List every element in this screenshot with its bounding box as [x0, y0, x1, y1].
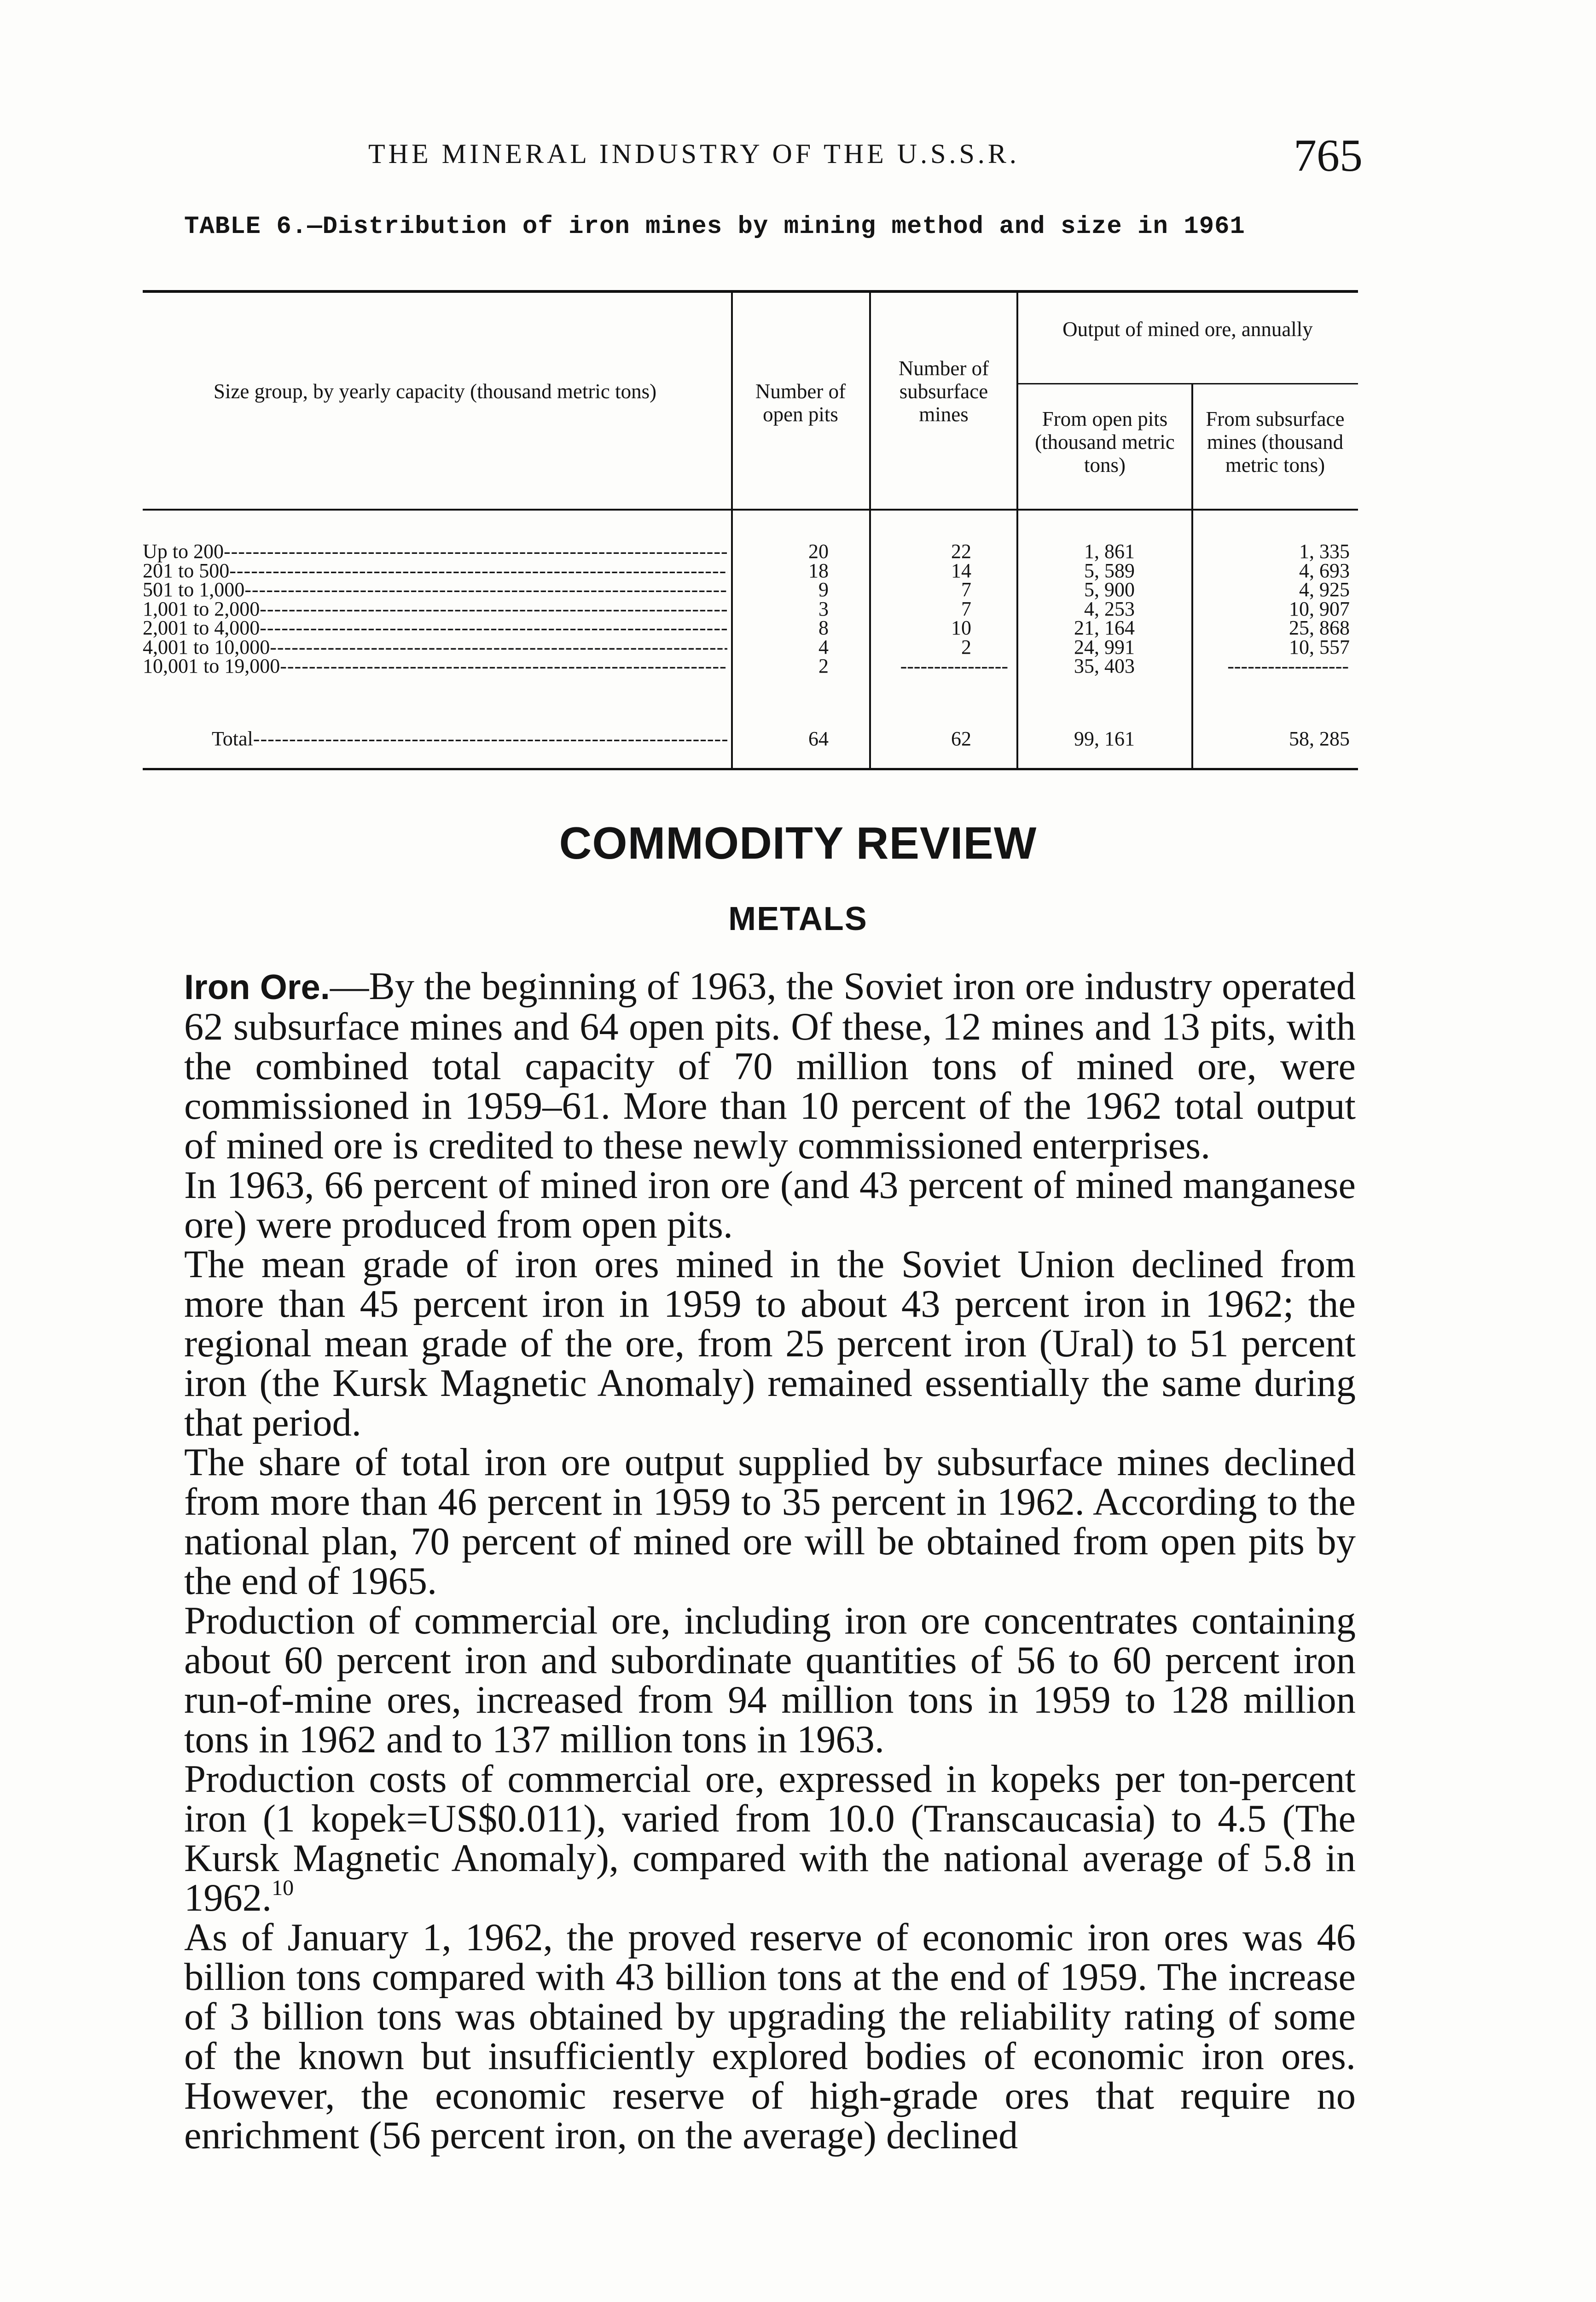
total-from-sub: 58, 285	[1289, 727, 1350, 750]
section-heading: COMMODITY REVIEW	[559, 818, 1037, 868]
cell-from-open: 1, 861	[1084, 540, 1135, 563]
cell-open-pits: 8	[818, 616, 829, 639]
header-output-group: Output of mined ore, annually	[1062, 318, 1313, 341]
column-rule	[1016, 292, 1018, 769]
paragraph: Production of commercial ore, including iron ore concentrates containing about 60 percent iron and subordinate quantities of 56 to 60 percent iron run-of-mine ores, increased from 94 million tons in 1959 to 128 million tons in 1962 and to 137 million tons in 1963.	[184, 1599, 1356, 1761]
cell-open-pits: 20	[808, 540, 829, 563]
cell-from-open: 5, 589	[1084, 559, 1135, 582]
cell-empty-dashes: ------------------	[1227, 655, 1349, 677]
cell-subsurface: 7	[961, 597, 971, 620]
cell-from-open: 35, 403	[1074, 655, 1135, 677]
header-size-group: Size group, by yearly capacity (thousand metric tons)	[213, 380, 657, 403]
cell-from-open: 24, 991	[1074, 635, 1135, 658]
cell-from-sub: 1, 335	[1299, 540, 1350, 563]
table-title: TABLE 6.—Distribution of iron mines by mining method and size in 1961	[184, 213, 1245, 241]
table-row-label: 1,001 to 2,000 -----	[143, 598, 727, 621]
cell-subsurface: 22	[951, 540, 971, 563]
cell-from-open: 21, 164	[1074, 616, 1135, 639]
cell-open-pits: 2	[818, 655, 829, 677]
cell-from-sub: 4, 693	[1299, 559, 1350, 582]
table-header-rule	[143, 509, 1358, 511]
header-from-subsurface: From subsurface mines (thousand metric tons)	[1206, 407, 1345, 477]
output-group-rule	[1017, 383, 1358, 384]
paragraph: The share of total iron ore output supplied by subsurface mines declined from more than 46 percent in 1959 to 35 percent in 1962. According to the national plan, 70 percent of mined ore will be obtained from open pits by the end of 1965.	[184, 1441, 1356, 1603]
mines-table	[143, 285, 1358, 773]
cell-from-open: 5, 900	[1084, 578, 1135, 601]
cell-open-pits: 18	[808, 559, 829, 582]
paragraph: As of January 1, 1962, the proved reserve of economic iron ores was 46 billion tons compared with 43 billion tons at the end of 1959. The increase of 3 billion tons was obtained by upgrading the reliability rating of some of the known but insufficiently explored bodies of economic iron ores. However, the economic reserve of high-grade ores that require no enrichment (56 percent iron, on the average) declined	[184, 1916, 1356, 2157]
column-rule	[731, 292, 733, 769]
paragraph: The mean grade of iron ores mined in the Soviet Union declined from more than 45 percent iron in 1959 to about 43 percent iron in 1962; the regional mean grade of the ore, from 25 percent iron (Ural) to 51 percent iron (the Kursk Magnetic Anomaly) remained essentially the same during that period.	[184, 1243, 1356, 1444]
table-bottom-rule	[143, 768, 1358, 770]
table-row-label: Up to 200 -----	[143, 540, 727, 563]
total-subsurface: 62	[951, 727, 971, 750]
run-in-heading: Iron Ore.	[184, 968, 330, 1007]
cell-from-sub: 10, 557	[1289, 635, 1350, 658]
table-top-rule	[143, 290, 1358, 293]
table-row-label: 10,001 to 19,000 -----	[143, 655, 727, 678]
cell-from-open: 4, 253	[1084, 597, 1135, 620]
cell-subsurface: 2	[961, 635, 971, 658]
paragraph: Production costs of commercial ore, expressed in kopeks per ton-percent iron (1 kopek=US$0.011), varied from 10.0 (Transcaucasia) to 4.5 (The Kursk Magnetic Anomaly), compared with the national average of 5.8 in 1962.10	[184, 1758, 1356, 1919]
body-text	[184, 967, 1356, 2156]
total-from-open: 99, 161	[1074, 727, 1135, 750]
cell-from-sub: 10, 907	[1289, 597, 1350, 620]
cell-from-sub: 4, 925	[1299, 578, 1350, 601]
table-row-label: 2,001 to 4,000 -----	[143, 616, 727, 639]
cell-open-pits: 4	[818, 635, 829, 658]
cell-subsurface: 10	[951, 616, 971, 639]
cell-open-pits: 3	[818, 597, 829, 620]
section-subheading: METALS	[728, 901, 868, 937]
paragraph: Iron Ore.—By the beginning of 1963, the Soviet iron ore industry operated 62 subsurface mines and 64 open pits. Of these, 12 mines and 13 pits, with the combined total capacity of 70 million tons of mined ore, were commissioned in 1959–61. More than 10 percent of the 1962 total output of mined ore is credited to these newly commissioned enterprises.	[184, 965, 1356, 1167]
table-row-label: 4,001 to 10,000 -----	[143, 636, 727, 659]
table-row-label: 501 to 1,000 -----	[143, 578, 727, 601]
cell-from-sub: 25, 868	[1289, 616, 1350, 639]
paragraph: In 1963, 66 percent of mined iron ore (and 43 percent of mined manganese ore) were produced from open pits.	[184, 1164, 1356, 1246]
running-header: THE MINERAL INDUSTRY OF THE U.S.S.R.	[368, 139, 1020, 169]
total-label: Total -----	[143, 727, 727, 750]
total-open-pits: 64	[808, 727, 829, 750]
page-number: 765	[1294, 130, 1363, 181]
table-row-label: 201 to 500 -----	[143, 559, 727, 582]
header-from-open-pits: From open pits (thousand metric tons)	[1035, 407, 1175, 477]
cell-subsurface: 7	[961, 578, 971, 601]
footnote-ref: 10	[272, 1876, 294, 1900]
cell-empty-dashes: ----------------	[900, 655, 1008, 677]
header-subsurface: Number of subsurface mines	[898, 357, 989, 426]
column-rule	[869, 292, 871, 769]
cell-open-pits: 9	[818, 578, 829, 601]
header-open-pits: Number of open pits	[755, 380, 846, 426]
cell-subsurface: 14	[951, 559, 971, 582]
